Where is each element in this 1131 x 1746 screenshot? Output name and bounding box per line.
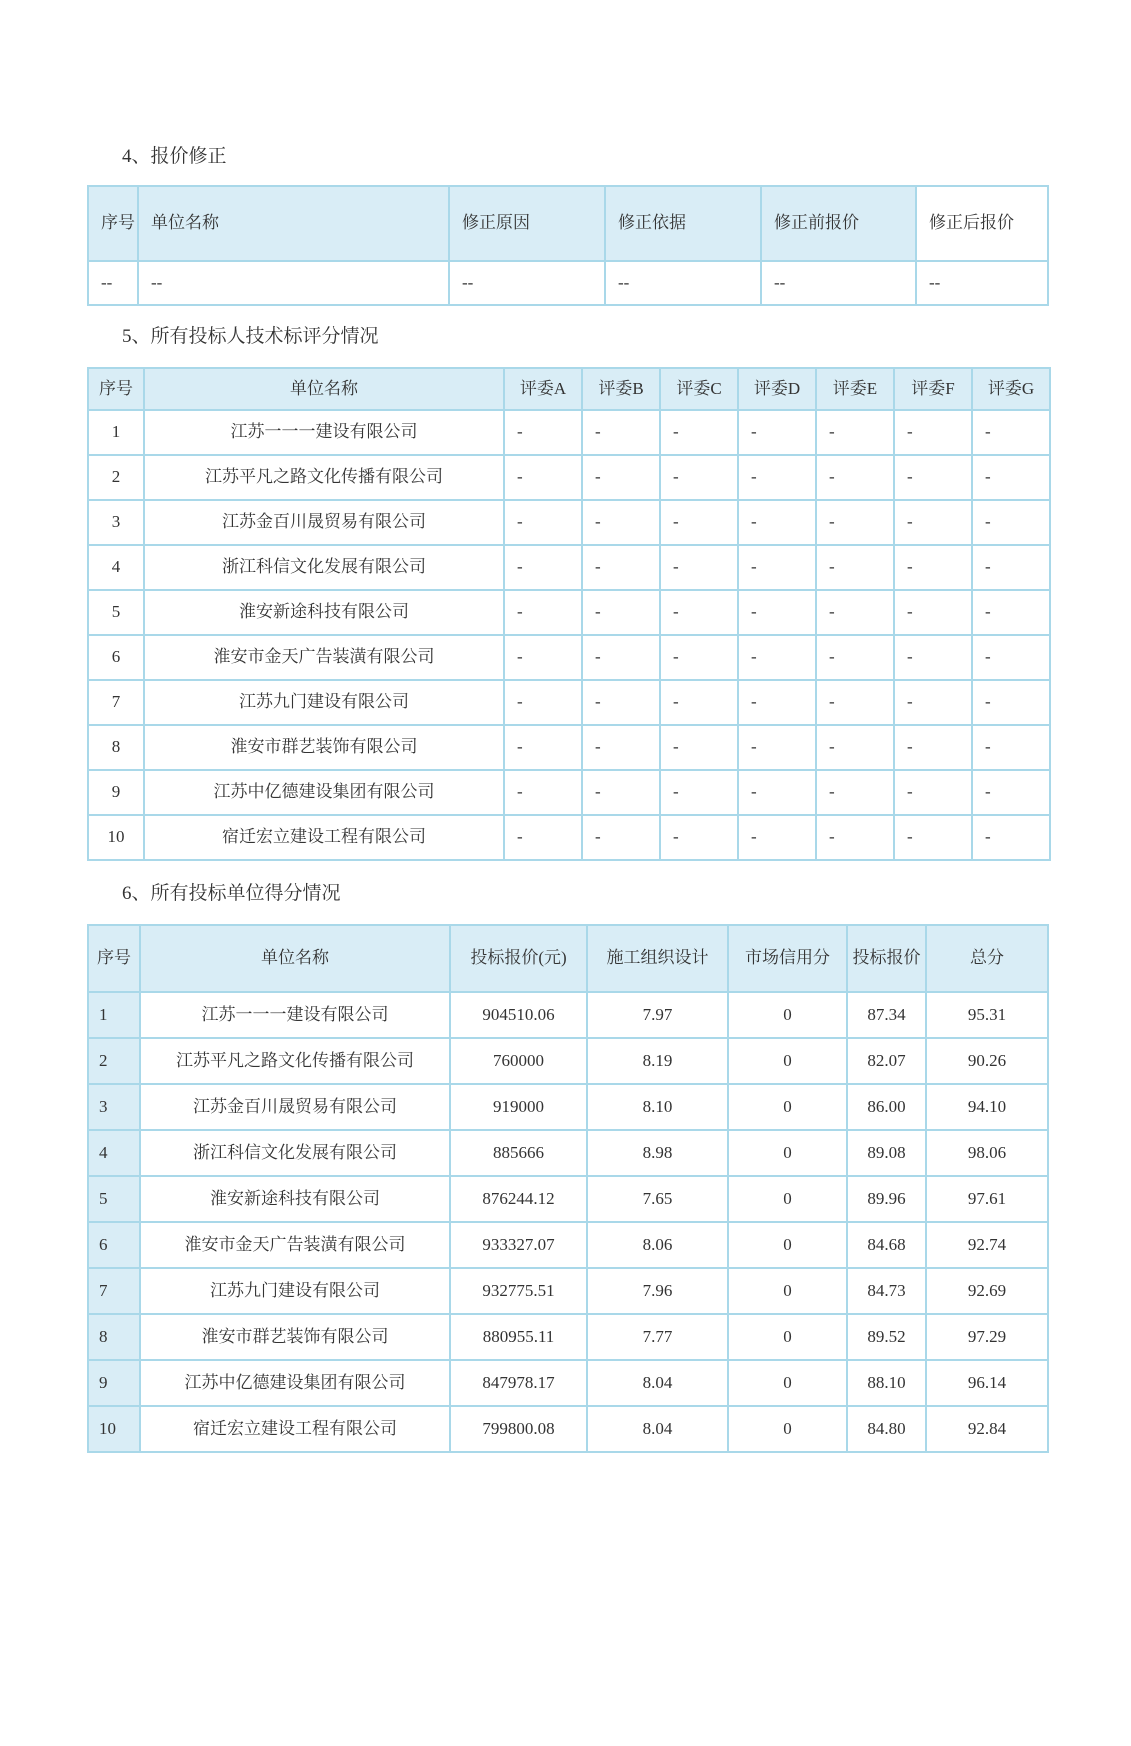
- data-cell: 0: [728, 1130, 847, 1176]
- data-cell: 95.31: [926, 992, 1048, 1038]
- table-row: [88, 410, 1050, 455]
- row-index-cell: 2: [88, 1038, 140, 1084]
- column-header: 修正前报价: [761, 186, 916, 261]
- data-cell: 92.74: [926, 1222, 1048, 1268]
- row-index-cell: 4: [88, 1130, 140, 1176]
- data-cell: -: [504, 725, 582, 770]
- data-cell: 932775.51: [450, 1268, 587, 1314]
- row-index-cell: 10: [88, 815, 144, 860]
- data-cell: -: [738, 545, 816, 590]
- data-cell: 淮安新途科技有限公司: [140, 1176, 450, 1222]
- data-cell: 96.14: [926, 1360, 1048, 1406]
- data-cell: 江苏一一一建设有限公司: [140, 992, 450, 1038]
- data-cell: -: [738, 770, 816, 815]
- data-cell: 8.06: [587, 1222, 728, 1268]
- data-cell: -: [660, 725, 738, 770]
- row-index-cell: 8: [88, 725, 144, 770]
- table-row: [88, 1222, 1048, 1268]
- row-index-cell: 7: [88, 680, 144, 725]
- column-header: 总分: [926, 925, 1048, 992]
- data-cell: 89.52: [847, 1314, 926, 1360]
- data-cell: 江苏金百川晟贸易有限公司: [144, 500, 504, 545]
- data-cell: 904510.06: [450, 992, 587, 1038]
- technical-score-table: [87, 367, 1051, 861]
- data-cell: -: [660, 635, 738, 680]
- data-cell: --: [605, 261, 761, 305]
- data-cell: 宿迁宏立建设工程有限公司: [140, 1406, 450, 1452]
- data-cell: -: [504, 455, 582, 500]
- bidder-score-table: [87, 924, 1049, 1453]
- data-cell: -: [894, 410, 972, 455]
- data-cell: -: [582, 545, 660, 590]
- data-cell: 885666: [450, 1130, 587, 1176]
- column-header: 评委A: [504, 368, 582, 410]
- section-technical-scores: [87, 326, 1050, 861]
- data-cell: -: [582, 815, 660, 860]
- table-row: [88, 1406, 1048, 1452]
- data-cell: -: [738, 410, 816, 455]
- data-cell: -: [660, 815, 738, 860]
- data-cell: 江苏中亿德建设集团有限公司: [144, 770, 504, 815]
- data-cell: -: [894, 770, 972, 815]
- data-cell: 92.84: [926, 1406, 1048, 1452]
- data-cell: --: [916, 261, 1048, 305]
- column-header: 评委G: [972, 368, 1050, 410]
- header-row: [88, 186, 1048, 261]
- data-cell: 97.29: [926, 1314, 1048, 1360]
- data-cell: 760000: [450, 1038, 587, 1084]
- data-cell: -: [504, 815, 582, 860]
- data-cell: -: [582, 635, 660, 680]
- data-cell: 89.08: [847, 1130, 926, 1176]
- column-header: 单位名称: [138, 186, 449, 261]
- data-cell: 86.00: [847, 1084, 926, 1130]
- data-cell: 7.97: [587, 992, 728, 1038]
- data-cell: 847978.17: [450, 1360, 587, 1406]
- table-row: [88, 1360, 1048, 1406]
- data-cell: -: [738, 590, 816, 635]
- column-header: 单位名称: [144, 368, 504, 410]
- column-header: 市场信用分: [728, 925, 847, 992]
- table-row: [88, 1176, 1048, 1222]
- data-cell: -: [816, 455, 894, 500]
- data-cell: -: [582, 590, 660, 635]
- data-cell: 7.65: [587, 1176, 728, 1222]
- row-index-cell: 3: [88, 500, 144, 545]
- column-header: 序号: [88, 186, 138, 261]
- data-cell: 8.04: [587, 1406, 728, 1452]
- data-cell: 7.77: [587, 1314, 728, 1360]
- row-index-cell: 3: [88, 1084, 140, 1130]
- data-cell: --: [138, 261, 449, 305]
- data-cell: --: [761, 261, 916, 305]
- data-cell: 0: [728, 1268, 847, 1314]
- row-index-cell: 5: [88, 590, 144, 635]
- data-cell: 94.10: [926, 1084, 1048, 1130]
- data-cell: -: [816, 635, 894, 680]
- table-row: [88, 725, 1050, 770]
- table-row: [88, 1130, 1048, 1176]
- data-cell: -: [816, 590, 894, 635]
- data-cell: 0: [728, 1176, 847, 1222]
- table-row: [88, 1268, 1048, 1314]
- table-row: [88, 590, 1050, 635]
- data-cell: -: [894, 680, 972, 725]
- data-cell: -: [504, 500, 582, 545]
- data-cell: 8.10: [587, 1084, 728, 1130]
- data-cell: 8.19: [587, 1038, 728, 1084]
- data-cell: -: [894, 545, 972, 590]
- data-cell: -: [504, 590, 582, 635]
- data-cell: --: [449, 261, 605, 305]
- row-index-cell: 7: [88, 1268, 140, 1314]
- data-cell: 92.69: [926, 1268, 1048, 1314]
- data-cell: -: [738, 635, 816, 680]
- row-index-cell: 10: [88, 1406, 140, 1452]
- header-row: [88, 925, 1048, 992]
- data-cell: -: [972, 815, 1050, 860]
- row-index-cell: 5: [88, 1176, 140, 1222]
- column-header: 投标报价: [847, 925, 926, 992]
- data-cell: -: [972, 635, 1050, 680]
- data-cell: 876244.12: [450, 1176, 587, 1222]
- data-cell: 江苏一一一建设有限公司: [144, 410, 504, 455]
- row-index-cell: 9: [88, 770, 144, 815]
- data-cell: 江苏金百川晟贸易有限公司: [140, 1084, 450, 1130]
- data-cell: 88.10: [847, 1360, 926, 1406]
- data-cell: -: [582, 455, 660, 500]
- data-cell: 浙江科信文化发展有限公司: [144, 545, 504, 590]
- column-header: 序号: [88, 925, 140, 992]
- data-cell: -: [504, 545, 582, 590]
- data-cell: 89.96: [847, 1176, 926, 1222]
- data-cell: -: [816, 500, 894, 545]
- data-cell: 0: [728, 992, 847, 1038]
- column-header: 修正依据: [605, 186, 761, 261]
- table-row: [88, 1084, 1048, 1130]
- data-cell: 0: [728, 1314, 847, 1360]
- data-cell: -: [972, 725, 1050, 770]
- table-row: [88, 635, 1050, 680]
- section-bidder-scores: [87, 883, 1050, 1453]
- row-index-cell: 2: [88, 455, 144, 500]
- data-cell: 淮安市金天广告装潢有限公司: [144, 635, 504, 680]
- data-cell: -: [582, 725, 660, 770]
- data-cell: -: [894, 590, 972, 635]
- section-title-price-correction: 4、报价修正: [122, 146, 227, 167]
- column-header: 评委E: [816, 368, 894, 410]
- data-cell: -: [660, 500, 738, 545]
- data-cell: -: [738, 815, 816, 860]
- column-header: 修正原因: [449, 186, 605, 261]
- data-cell: -: [972, 455, 1050, 500]
- row-index-cell: 4: [88, 545, 144, 590]
- data-cell: 98.06: [926, 1130, 1048, 1176]
- data-cell: 江苏九门建设有限公司: [144, 680, 504, 725]
- table-row: [88, 1314, 1048, 1360]
- column-header: 单位名称: [140, 925, 450, 992]
- data-cell: -: [972, 410, 1050, 455]
- data-cell: 799800.08: [450, 1406, 587, 1452]
- data-cell: -: [816, 545, 894, 590]
- section-title-bidder-scores: 6、所有投标单位得分情况: [122, 883, 341, 904]
- row-index-cell: 8: [88, 1314, 140, 1360]
- data-cell: -: [816, 770, 894, 815]
- data-cell: -: [816, 725, 894, 770]
- data-cell: -: [582, 680, 660, 725]
- data-cell: -: [816, 815, 894, 860]
- section-title-technical-scores: 5、所有投标人技术标评分情况: [122, 326, 379, 347]
- table-row: [88, 545, 1050, 590]
- row-index-cell: 1: [88, 410, 144, 455]
- table-row: [88, 500, 1050, 545]
- data-cell: 84.68: [847, 1222, 926, 1268]
- data-cell: 880955.11: [450, 1314, 587, 1360]
- data-cell: -: [894, 725, 972, 770]
- table-row: [88, 992, 1048, 1038]
- data-cell: -: [738, 725, 816, 770]
- column-header: 评委F: [894, 368, 972, 410]
- data-cell: 浙江科信文化发展有限公司: [140, 1130, 450, 1176]
- data-cell: 淮安市群艺装饰有限公司: [144, 725, 504, 770]
- column-header: 评委D: [738, 368, 816, 410]
- data-cell: -: [660, 770, 738, 815]
- data-cell: 江苏九门建设有限公司: [140, 1268, 450, 1314]
- data-cell: -: [816, 410, 894, 455]
- data-cell: -: [582, 410, 660, 455]
- data-cell: -: [660, 545, 738, 590]
- data-cell: 82.07: [847, 1038, 926, 1084]
- data-cell: -: [738, 455, 816, 500]
- price-correction-table: [87, 185, 1049, 306]
- data-cell: 8.04: [587, 1360, 728, 1406]
- data-cell: -: [972, 770, 1050, 815]
- data-cell: -: [660, 680, 738, 725]
- data-cell: -: [894, 455, 972, 500]
- data-cell: 0: [728, 1222, 847, 1268]
- data-cell: -: [894, 500, 972, 545]
- data-cell: 84.80: [847, 1406, 926, 1452]
- data-cell: -: [972, 500, 1050, 545]
- data-cell: 933327.07: [450, 1222, 587, 1268]
- data-cell: -: [504, 770, 582, 815]
- data-cell: 0: [728, 1406, 847, 1452]
- data-cell: -: [816, 680, 894, 725]
- data-cell: 919000: [450, 1084, 587, 1130]
- data-cell: -: [660, 410, 738, 455]
- data-cell: -: [504, 410, 582, 455]
- header-row: [88, 368, 1050, 410]
- table-row: [88, 680, 1050, 725]
- row-index-cell: 6: [88, 635, 144, 680]
- column-header: 评委B: [582, 368, 660, 410]
- data-cell: 87.34: [847, 992, 926, 1038]
- data-cell: 江苏平凡之路文化传播有限公司: [144, 455, 504, 500]
- table-row: [88, 1038, 1048, 1084]
- row-index-cell: --: [88, 261, 138, 305]
- data-cell: -: [894, 815, 972, 860]
- data-cell: -: [504, 635, 582, 680]
- table-row: [88, 770, 1050, 815]
- data-cell: 8.98: [587, 1130, 728, 1176]
- row-index-cell: 1: [88, 992, 140, 1038]
- data-cell: 0: [728, 1360, 847, 1406]
- data-cell: 0: [728, 1084, 847, 1130]
- section-price-correction: [87, 146, 1050, 306]
- data-cell: 宿迁宏立建设工程有限公司: [144, 815, 504, 860]
- data-cell: -: [894, 635, 972, 680]
- data-cell: -: [972, 590, 1050, 635]
- data-cell: 江苏平凡之路文化传播有限公司: [140, 1038, 450, 1084]
- table-row: [88, 261, 1048, 305]
- data-cell: -: [660, 455, 738, 500]
- data-cell: 淮安新途科技有限公司: [144, 590, 504, 635]
- column-header: 评委C: [660, 368, 738, 410]
- document-page: [0, 146, 1050, 1453]
- data-cell: -: [738, 680, 816, 725]
- column-header: 施工组织设计: [587, 925, 728, 992]
- table-row: [88, 455, 1050, 500]
- data-cell: 淮安市群艺装饰有限公司: [140, 1314, 450, 1360]
- column-header: 序号: [88, 368, 144, 410]
- data-cell: -: [582, 500, 660, 545]
- data-cell: 90.26: [926, 1038, 1048, 1084]
- column-header: 投标报价(元): [450, 925, 587, 992]
- data-cell: 0: [728, 1038, 847, 1084]
- data-cell: -: [972, 545, 1050, 590]
- data-cell: 84.73: [847, 1268, 926, 1314]
- data-cell: 淮安市金天广告装潢有限公司: [140, 1222, 450, 1268]
- row-index-cell: 9: [88, 1360, 140, 1406]
- data-cell: 97.61: [926, 1176, 1048, 1222]
- column-header: 修正后报价: [916, 186, 1048, 261]
- data-cell: -: [738, 500, 816, 545]
- data-cell: -: [660, 590, 738, 635]
- data-cell: -: [504, 680, 582, 725]
- table-row: [88, 815, 1050, 860]
- data-cell: 7.96: [587, 1268, 728, 1314]
- data-cell: -: [582, 770, 660, 815]
- row-index-cell: 6: [88, 1222, 140, 1268]
- data-cell: -: [972, 680, 1050, 725]
- data-cell: 江苏中亿德建设集团有限公司: [140, 1360, 450, 1406]
